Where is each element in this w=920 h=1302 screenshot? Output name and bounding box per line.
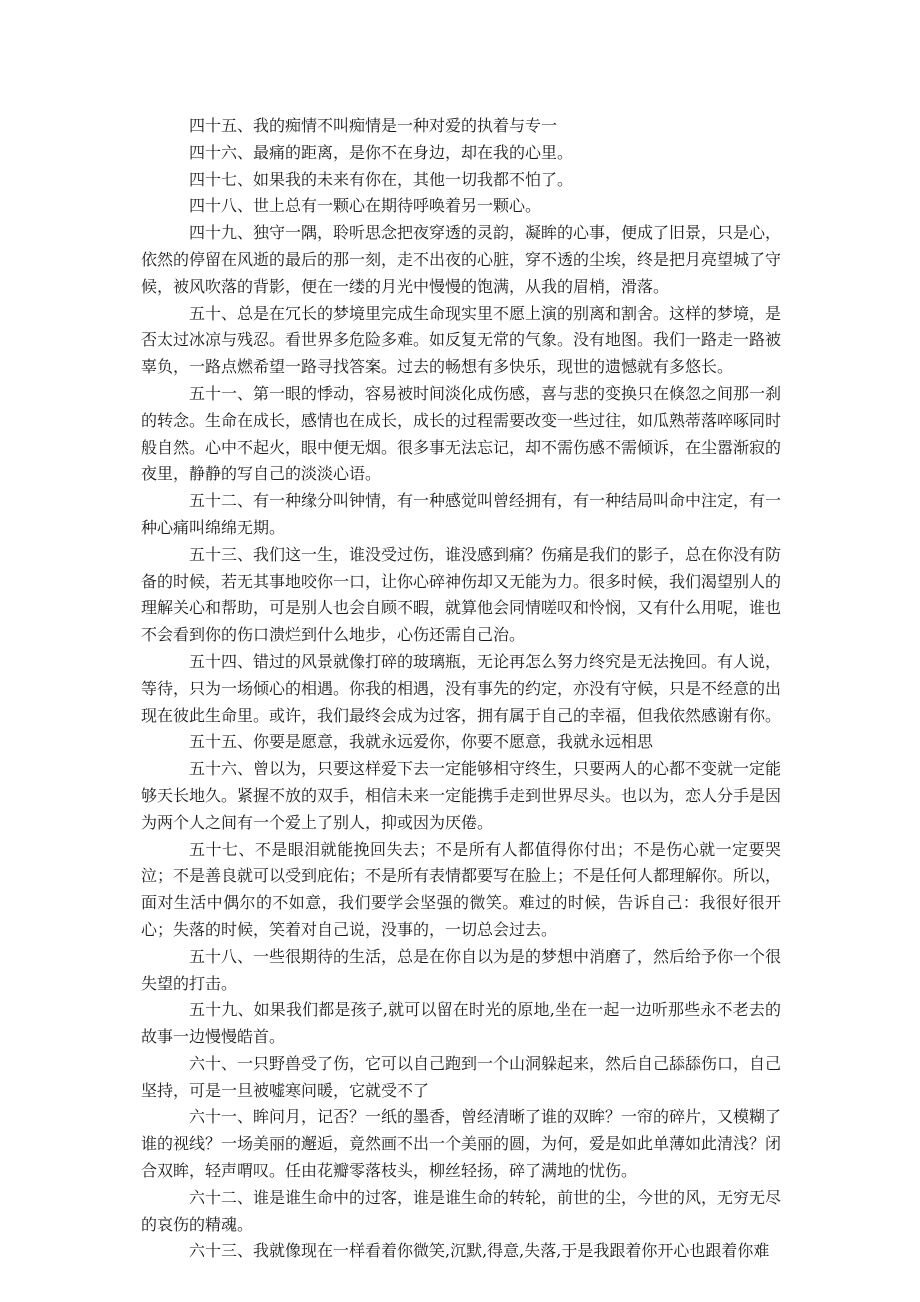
paragraph: 六十一、眸问月，记否？一纸的墨香，曾经清晰了谁的双眸？一帘的碎片，又模糊了谁的视线？一场美丽的邂逅，竟然画不出一个美丽的圆，为何，爱是如此单薄如此清浅？闭合双眸，轻声喟叹。任由花瓣零落枝头，柳丝轻扬，碎了满地的忧伤。 bbox=[141, 1107, 782, 1181]
paragraph: 四十八、世上总有一颗心在期待呼唤着另一颗心。 bbox=[189, 196, 542, 216]
paragraph: 四十五、我的痴情不叫痴情是一种对爱的执着与专一 bbox=[189, 116, 558, 135]
paragraph: 四十九、独守一隅，聆听思念把夜穿透的灵韵，凝眸的心事，便成了旧景，只是心，依然的停留在风逝的最后的那一刻，走不出夜的心脏，穿不透的尘埃，终是把月亮望城了守候，被风吹落的背影，便在一缕的月光中慢慢的饱满，从我的眉梢，滑落。 bbox=[141, 223, 782, 296]
paragraph: 六十二、谁是谁生命中的过客，谁是谁生命的转轮，前世的尘，今世的风，无穷无尽的哀伤的精魂。 bbox=[141, 1187, 782, 1234]
paragraph: 五十三、我们这一生，谁没受过伤，谁没感到痛？伤痛是我们的影子，总在你没有防备的时候，若无其事地咬你一口，让你心碎神伤却又无能为力。很多时候，我们渴望别人的理解关心和帮助，可是别人也会自顾不暇，就算他会同情嗟叹和怜悯，又有什么用呢，谁也不会看到你的伤口溃烂到什么地步，心伤还需自己治。 bbox=[141, 544, 782, 645]
paragraph: 五十二、有一种缘分叫钟情，有一种感觉叫曾经拥有，有一种结局叫命中注定，有一种心痛叫绵绵无期。 bbox=[141, 491, 782, 537]
paragraph: 六十三、我就像现在一样看着你微笑,沉默,得意,失落,于是我跟着你开心也跟着你难 bbox=[189, 1241, 770, 1261]
paragraph: 四十七、如果我的未来有你在，其他一切我都不怕了。 bbox=[189, 169, 574, 189]
document-body bbox=[141, 113, 781, 1265]
paragraph: 六十、一只野兽受了伤，它可以自己跑到一个山洞躲起来，然后自己舔舔伤口，自己坚持，可是一旦被嘘寒问暖，它就受不了 bbox=[141, 1053, 782, 1100]
paragraph: 五十六、曾以为，只要这样爱下去一定能够相守终生，只要两人的心都不变就一定能够天长地久。紧握不放的双手，相信未来一定能携手走到世界尽头。也以为，恋人分手是因为两个人之间有一个爱上了别人，抑或因为厌倦。 bbox=[141, 759, 782, 832]
paragraph: 五十一、第一眼的悸动，容易被时间淡化成伤感，喜与悲的变换只在倏忽之间那一刹的转念。生命在成长，感情也在成长，成长的过程需要改变一些过往，如瓜熟蒂落啐啄同时般自然。心中不起火，眼中便无烟。很多事无法忘记，却不需伤感不需倾诉，在尘嚣渐寂的夜里，静静的写自己的淡淡心语。 bbox=[141, 383, 782, 484]
paragraph: 五十八、一些很期待的生活，总是在你自以为是的梦想中消磨了，然后给予你一个很失望的打击。 bbox=[141, 946, 782, 993]
paragraph: 四十六、最痛的距离，是你不在身边，却在我的心里。 bbox=[189, 142, 574, 162]
paragraph: 五十七、不是眼泪就能挽回失去；不是所有人都值得你付出；不是伤心就一定要哭泣；不是善良就可以受到庇佑；不是所有表情都要写在脸上；不是任何人都理解你。所以，面对生活中偶尔的不如意，我们要学会坚强的微笑。难过的时候，告诉自己：我很好很开心；失落的时候，笑着对自己说，没事的，一切总会过去。 bbox=[141, 839, 782, 939]
paragraph: 五十四、错过的风景就像打碎的玻璃瓶，无论再怎么努力终究是无法挽回。有人说，等待，只为一场倾心的相遇。你我的相遇，没有事先的约定，亦没有守候，只是不经意的出现在彼此生命里。或许，我们最终会成为过客，拥有属于自己的幸福，但我依然感谢有你。 bbox=[141, 651, 782, 725]
paragraph: 五十、总是在冗长的梦境里完成生命现实里不愿上演的别离和割舍。这样的梦境，是否太过冰凉与残忍。看世界多危险多难。如反复无常的气象。没有地图。我们一路走一路被辜负，一路点燃希望一路寻找答案。过去的畅想有多快乐，现世的遗憾就有多悠长。 bbox=[141, 303, 782, 377]
paragraph: 五十五、你要是愿意，我就永远爱你，你要不愿意，我就永远相思 bbox=[189, 732, 654, 752]
paragraph: 五十九、如果我们都是孩子,就可以留在时光的原地,坐在一起一边听那些永不老去的故事一边慢慢皓首。 bbox=[141, 1000, 781, 1047]
